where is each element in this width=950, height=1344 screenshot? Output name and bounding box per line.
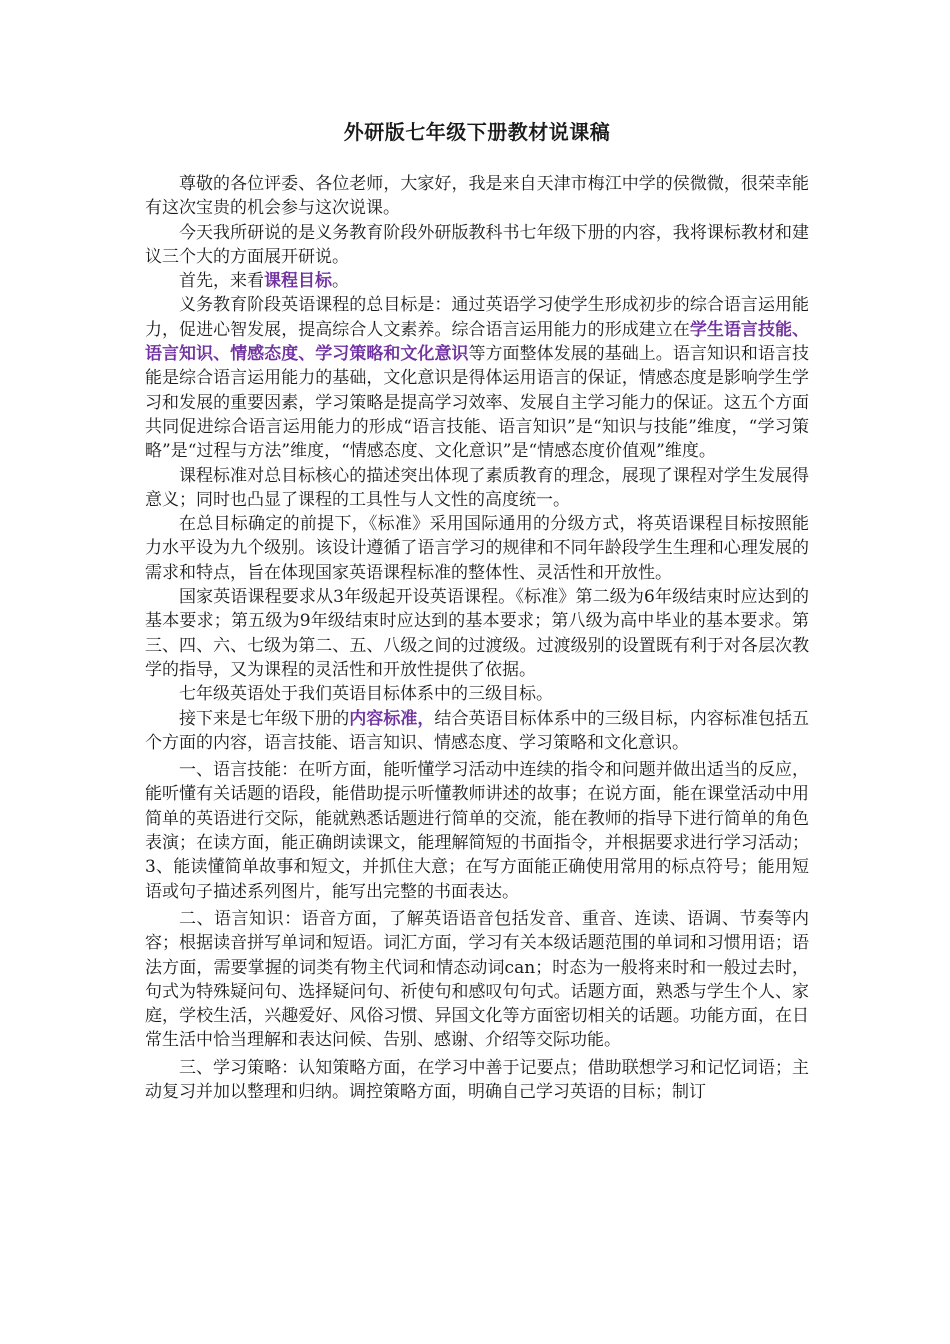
highlighted-term: 课程目标	[264, 271, 332, 292]
text-run: 等方面整体发展的基础上。语言知识和语言技能是综合语言运用能力的基础，文化意识是得体运用语言的保证，情感态度是影响学生学习和发展的重要因素，学习策略是提高学习效率、发展自主学习能力的保证。这五个方面共同促进综合语言运用能力的形成“语言技能、语言知识”是“知识与技能”维度，“学习策略”是“过程与方法”维度，“情感态度、文化意识”是“情感态度价值观”维度。	[145, 344, 809, 462]
text-run: 接下来是七年级下册的	[179, 708, 350, 729]
paragraph-overall-goal	[145, 293, 809, 463]
paragraph-greeting: 尊敬的各位评委、各位老师，大家好，我是来自天津市梅江中学的侯微微，很荣幸能有这次宝贵的机会参与这次说课。	[145, 174, 809, 219]
paragraph-language-skills: 一、语言技能：在听方面，能听懂学习活动中连续的指令和问题并做出适当的反应，能听懂有关话题的语段，能借助提示听懂教师讲述的故事；在说方面，能在课堂活动中用简单的英语进行交际，能就熟悉话题进行简单的交流，能在教师的指导下进行简单的角色表演；在读方面，能正确朗读课文，能理解简短的书面指令，并根据要求进行学习活动；3、能读懂简单故事和短文，并抓住大意；在写方面能正确使用常用的标点符号；能用短语或句子描述系列图片，能写出完整的书面表达。	[145, 760, 809, 902]
paragraph-standard-core: 课程标准对总目标核心的描述突出体现了素质教育的理念，展现了课程对学生发展得意义；同时也凸显了课程的工具性与人文性的高度统一。	[145, 465, 809, 510]
paragraph-language-knowledge: 二、语言知识：语音方面，了解英语语音包括发音、重音、连读、语调、节奏等内容；根据读音拼写单词和短语。词汇方面，学习有关本级话题范围的单词和习惯用语；语法方面，需要掌握的词类有物主代词和情态动词can；时态为一般将来时和一般过去时，句式为特殊疑问句、选择疑问句、祈使句和感叹句句式。话题方面，熟悉与学生个人、家庭，学校生活，兴趣爱好、风俗习惯、异国文化等方面密切相关的话题。功能方面，在日常生活中恰当理解和表达问候、告别、感谢、介绍等交际功能。	[145, 908, 809, 1051]
highlighted-term: 学生语言技能、语言知识、情感态度、学习策略和文化意识	[145, 319, 810, 365]
text-run: 义务教育阶段英语课程的总目标是：通过英语学习使学生形成初步的综合语言运用能力，促进心智发展，提高综合人文素养。综合语言运用能力的形成建立在	[145, 295, 809, 340]
paragraph-grade7-level: 七年级英语处于我们英语目标体系中的三级目标。	[179, 684, 553, 705]
paragraph-course-goal-heading	[145, 269, 809, 293]
paragraph-grade-levels: 国家英语课程要求从3年级起开设英语课程。《标准》第二级为6年级结束时应达到的基本要求；第五级为9年级结束时应达到的基本要求；第八级为高中毕业的基本要求。第三、四、六、七级为第二、五、八级之间的过渡级。过渡级别的设置既有利于对各层次教学的指导，又为课程的灵活性和开放性提供了依据。	[145, 587, 809, 680]
paragraph-learning-strategies: 三、学习策略：认知策略方面，在学习中善于记要点；借助联想学习和记忆词语；主动复习并加以整理和归纳。调控策略方面，明确自己学习英语的目标；制订	[145, 1057, 809, 1102]
document-page	[145, 118, 809, 1104]
text-run: 结合英语目标体系中的三级目标，内容标准包括五个方面的内容，语言技能、语言知识、情感态度、学习策略和文化意识。	[145, 708, 810, 753]
paragraph-content-standard	[145, 707, 809, 756]
text-run: 。	[332, 271, 349, 292]
text-run: 首先，来看	[179, 271, 264, 292]
paragraph-grading: 在总目标确定的前提下，《标准》采用国际通用的分级方式，将英语课程目标按照能力水平设为九个级别。该设计遵循了语言学习的规律和不同年龄段学生生理和心理发展的需求和特点，旨在体现国家英语课程标准的整体性、灵活性和开放性。	[145, 514, 809, 583]
highlighted-term: 内容标准，	[349, 708, 435, 729]
document-title: 外研版七年级下册教材说课稿	[343, 120, 611, 144]
paragraph-intro: 今天我所研说的是义务教育阶段外研版教科书七年级下册的内容，我将课标教材和建议三个大的方面展开研说。	[145, 222, 809, 267]
